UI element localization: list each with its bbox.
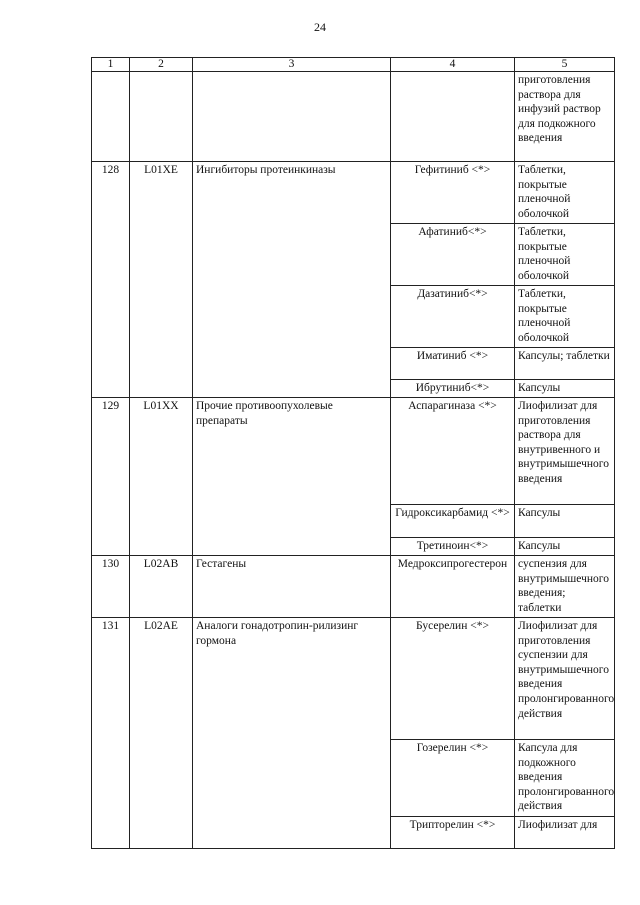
empty-cell bbox=[130, 72, 193, 162]
group-number-cell: 128 bbox=[92, 162, 130, 398]
continuation-row bbox=[92, 72, 615, 162]
drug-name-cell: Медроксипрогестерон bbox=[391, 556, 515, 618]
atc-code-cell: L02AB bbox=[130, 556, 193, 618]
dosage-form-cell: приготовления раствора для инфузий раствор для подкожного введения bbox=[515, 72, 615, 162]
dosage-form-cell: Капсула для подкожного введения пролонгированного действия bbox=[515, 740, 615, 817]
column-header: 2 bbox=[130, 58, 193, 72]
empty-cell bbox=[193, 72, 391, 162]
dosage-form-cell: Лиофилизат для bbox=[515, 817, 615, 849]
dosage-form-cell: Капсулы; таблетки bbox=[515, 348, 615, 380]
column-header: 3 bbox=[193, 58, 391, 72]
dosage-form-cell: Таблетки, покрытые пленочной оболочкой bbox=[515, 286, 615, 348]
group-name-cell: Прочие противоопухолевые препараты bbox=[193, 398, 391, 556]
dosage-form-cell: Капсулы bbox=[515, 538, 615, 556]
drug-name-cell: Афатиниб<*> bbox=[391, 224, 515, 286]
table-row bbox=[92, 398, 615, 505]
drug-table bbox=[91, 57, 615, 849]
dosage-form-cell: Таблетки, покрытые пленочной оболочкой bbox=[515, 162, 615, 224]
group-number-cell: 131 bbox=[92, 618, 130, 849]
group-number-cell: 129 bbox=[92, 398, 130, 556]
atc-code-cell: L02AE bbox=[130, 618, 193, 849]
group-name-cell: Аналоги гонадотропин-рилизинг гормона bbox=[193, 618, 391, 849]
column-header: 4 bbox=[391, 58, 515, 72]
dosage-form-cell: Таблетки, покрытые пленочной оболочкой bbox=[515, 224, 615, 286]
table-row bbox=[92, 618, 615, 740]
drug-name-cell: Гозерелин <*> bbox=[391, 740, 515, 817]
column-header: 5 bbox=[515, 58, 615, 72]
group-name-cell: Ингибиторы протеинкиназы bbox=[193, 162, 391, 398]
column-header: 1 bbox=[92, 58, 130, 72]
dosage-form-cell: Капсулы bbox=[515, 505, 615, 538]
drug-name-cell: Аспарагиназа <*> bbox=[391, 398, 515, 505]
drug-name-cell: Ибрутиниб<*> bbox=[391, 380, 515, 398]
dosage-form-cell: Лиофилизат для приготовления суспензии для внутримышечного введения пролонгированного действия bbox=[515, 618, 615, 740]
dosage-form-cell: Лиофилизат для приготовления раствора для внутривенного и внутримышечного введения bbox=[515, 398, 615, 505]
group-number-cell: 130 bbox=[92, 556, 130, 618]
drug-name-cell: Гефитиниб <*> bbox=[391, 162, 515, 224]
header-row bbox=[92, 58, 615, 72]
drug-name-cell: Третиноин<*> bbox=[391, 538, 515, 556]
table-row bbox=[92, 556, 615, 618]
drug-name-cell: Дазатиниб<*> bbox=[391, 286, 515, 348]
page-number: 24 bbox=[314, 20, 326, 34]
dosage-form-cell: Капсулы bbox=[515, 380, 615, 398]
drug-name-cell: Иматиниб <*> bbox=[391, 348, 515, 380]
atc-code-cell: L01XE bbox=[130, 162, 193, 398]
drug-name-cell: Бусерелин <*> bbox=[391, 618, 515, 740]
group-name-cell: Гестагены bbox=[193, 556, 391, 618]
empty-cell bbox=[92, 72, 130, 162]
drug-name-cell: Трипторелин <*> bbox=[391, 817, 515, 849]
drug-name-cell: Гидроксикарбамид <*> bbox=[391, 505, 515, 538]
atc-code-cell: L01XX bbox=[130, 398, 193, 556]
table-row bbox=[92, 162, 615, 224]
empty-cell bbox=[391, 72, 515, 162]
dosage-form-cell: суспензия для внутримышечного введения; таблетки bbox=[515, 556, 615, 618]
